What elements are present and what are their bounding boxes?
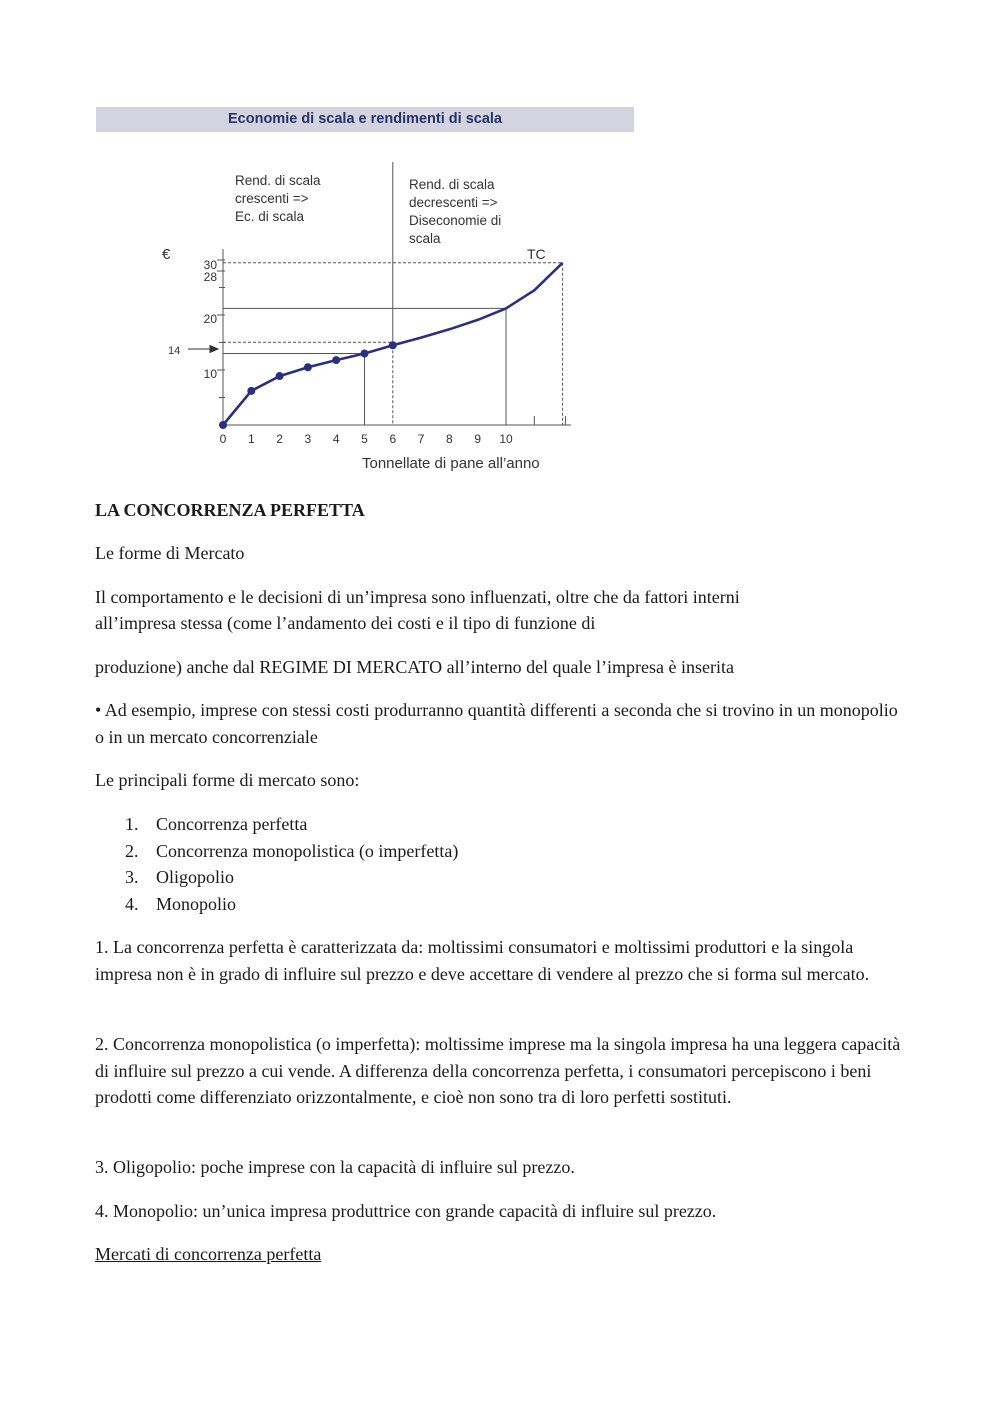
paragraph-3: • Ad esempio, imprese con stessi costi produrranno quantità differenti a seconda che si trovino in un monopolio o in un mercato concorrenziale (95, 700, 898, 747)
left-annotation-line-2: crescenti => (235, 191, 309, 206)
y-tick-label-28: 28 (203, 270, 217, 284)
x-tick-label-8: 8 (446, 432, 453, 446)
y-tick-label-20: 20 (203, 312, 217, 326)
x-tick-label-4: 4 (332, 432, 340, 446)
x-tick-label-2: 2 (276, 432, 283, 446)
paragraph-4: Le principali forme di mercato sono: (95, 770, 360, 790)
data-point-x5 (361, 350, 369, 358)
paragraph-1-line-1: Il comportamento e le decisioni di un’impresa sono influenzati, oltre che da fattori interni (95, 587, 740, 607)
right-annotation-line-4: scala (409, 231, 441, 246)
data-point-x0 (219, 421, 227, 429)
list-item-text: Concorrenza perfetta (156, 814, 308, 834)
x-tick-label-5: 5 (361, 432, 368, 446)
x-tick-label-1: 1 (247, 432, 255, 446)
data-point-x6 (389, 341, 397, 349)
curve-label-tc: TC (527, 246, 546, 262)
list-item-text: Oligopolio (156, 867, 235, 887)
list-item-number: 1. (125, 814, 139, 834)
y-arrow-14 (188, 346, 218, 353)
currency-symbol: € (162, 246, 171, 263)
paragraph-6: 2. Concorrenza monopolistica (o imperfetta): moltissime imprese ma la singola impresa ha una leggera capacità di influire sul prezzo a cui vende. A differenza della concorrenza perfetta, i consumatori percepiscono i beni prodotti come differenziato orizzontalmente, e cioè non sono tra di loro perfetti sostituti. (95, 1034, 901, 1107)
data-point-x2 (276, 372, 284, 380)
y-tick-label-10: 10 (203, 367, 217, 381)
paragraph-7: 3. Oligopolio: poche imprese con la capacità di influire sul prezzo. (95, 1157, 575, 1177)
total-cost-chart (96, 107, 636, 477)
data-point-x1 (247, 387, 255, 395)
x-tick-label-3: 3 (304, 432, 312, 446)
list-item-number: 4. (125, 893, 139, 914)
paragraph-8: 4. Monopolio: un’unica impresa produttrice con grande capacità di influire sul prezzo. (95, 1201, 717, 1221)
y-tick-label-30: 30 (203, 258, 217, 272)
data-point-x4 (332, 356, 340, 364)
list-item-text: Monopolio (156, 893, 237, 914)
economies-of-scale-figure (96, 107, 636, 477)
x-tick-label-0: 0 (219, 432, 227, 446)
paragraph-2: produzione) anche dal REGIME DI MERCATO all’interno del quale l’impresa è inserita (95, 657, 734, 677)
left-annotation-line-3: Ec. di scala (235, 209, 305, 224)
x-axis-labels (220, 432, 513, 446)
left-annotation-line-1: Rend. di scala (235, 173, 321, 188)
right-annotation-line-2: decrescenti => (409, 195, 498, 210)
x-tick-label-10: 10 (499, 432, 513, 446)
data-point-x3 (304, 363, 312, 371)
list-item (95, 891, 695, 918)
paragraph-1-line-2: all’impresa stessa (come l’andamento dei costi e il tipo di funzione di (95, 613, 596, 633)
link-heading[interactable]: Mercati di concorrenza perfetta (95, 1244, 322, 1264)
x-tick-label-7: 7 (417, 432, 425, 446)
market-forms-list (95, 811, 695, 917)
paragraph-5: 1. La concorrenza perfetta è caratterizzata da: moltissimi consumatori e moltissimi produttori e la singola impresa non è in grado di influire sul prezzo e deve accettare di vendere al prezzo che si forma sul mercato. (95, 937, 870, 984)
list-item-text: Concorrenza monopolistica (o imperfetta) (156, 840, 459, 861)
left-annotation (235, 173, 321, 224)
list-item-number: 2. (125, 840, 139, 861)
subheading: Le forme di Mercato (95, 543, 245, 563)
right-annotation-line-3: Diseconomie di (409, 213, 502, 228)
y-arrow-label-14: 14 (168, 345, 181, 357)
list-item (95, 811, 695, 838)
list-item-number: 3. (125, 867, 139, 887)
right-annotation-line-1: Rend. di scala (409, 177, 495, 192)
x-axis-label: Tonnellate di pane all’anno (362, 455, 540, 472)
list-item (95, 864, 695, 891)
x-tick-label-9: 9 (474, 432, 482, 446)
y-axis-labels (204, 258, 218, 381)
section-heading: LA CONCORRENZA PERFETTA (95, 500, 365, 520)
x-tick-label-6: 6 (389, 432, 397, 446)
right-annotation (409, 177, 501, 246)
list-item (95, 838, 695, 865)
figure-title: Economie di scala e rendimenti di scala (228, 111, 502, 127)
